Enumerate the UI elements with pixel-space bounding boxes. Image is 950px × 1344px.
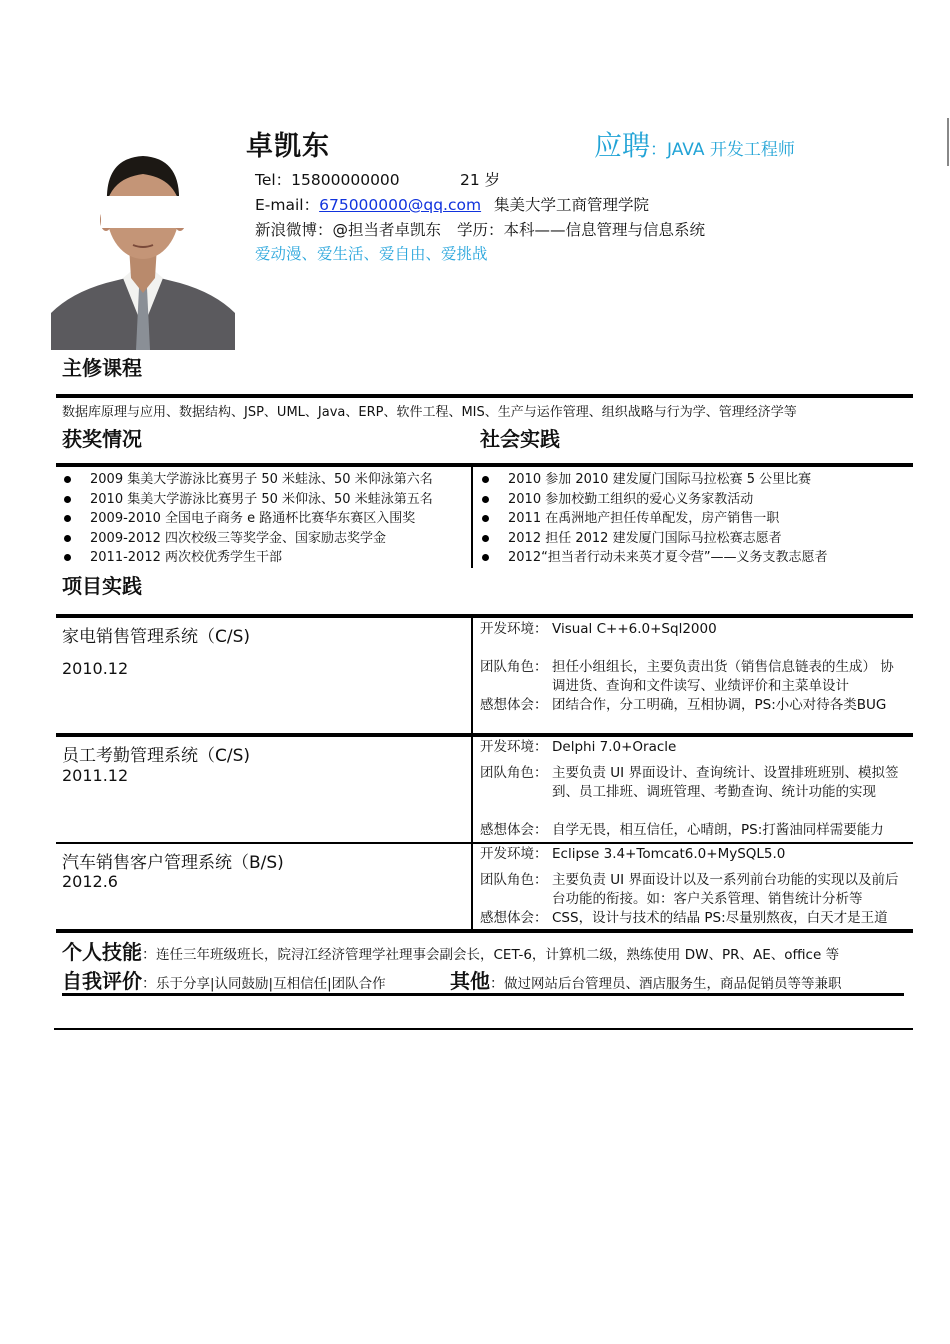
contact-line-weibo [255, 218, 706, 240]
section-title-skills: 个人技能 [62, 940, 142, 964]
divider [56, 842, 913, 844]
apply-label: 应聘 [594, 129, 651, 162]
contact-line-tel [255, 168, 501, 190]
project-env: 开发环境： Eclipse 3.4+Tomcat6.0+MySQL5.0 [480, 846, 786, 862]
divider [56, 929, 913, 933]
project-feeling: 感想体会： 团结合作，分工明确，互相协调，PS:小心对待各类BUG [480, 697, 887, 713]
bullet-icon [482, 476, 489, 483]
list-item: 2011 在禹洲地产担任传单配发，房产销售一职 [474, 509, 828, 529]
bullet-icon [64, 496, 71, 503]
age: 21 岁 [460, 171, 501, 189]
profile-photo [51, 128, 235, 350]
project-date: 2011.12 [62, 766, 129, 785]
project-name: 员工考勤管理系统（C/S) [62, 746, 251, 766]
project-env: 开发环境： Delphi 7.0+Oracle [480, 739, 677, 755]
bullet-icon [482, 554, 489, 561]
list-item: 2009 集美大学游泳比赛男子 50 米蛙泳、50 米仰泳第六名 [56, 470, 433, 490]
candidate-name: 卓凯东 [246, 131, 330, 162]
project-role: 团队角色： 主要负责 UI 界面设计、查询统计、设置排班班别、模拟签到、员工排班、调班管理、考勤查询、统计功能的实现 [480, 765, 899, 800]
bullet-icon [482, 515, 489, 522]
section-title-self-eval: 自我评价 [62, 969, 142, 993]
self-eval-content: 乐于分享|认同鼓励|互相信任|团队合作 [156, 976, 386, 992]
project-date: 2010.12 [62, 659, 129, 678]
job-objective [594, 124, 795, 164]
list-item: 2011-2012 两次校优秀学生干部 [56, 548, 433, 568]
project-env: 开发环境： Visual C++6.0+Sql2000 [480, 621, 717, 637]
section-title-courses: 主修课程 [62, 356, 142, 380]
school: 集美大学工商管理学院 [494, 196, 650, 214]
section-title-awards: 获奖情况 [62, 427, 142, 451]
divider [56, 733, 913, 737]
section-title-other: 其他 [450, 969, 490, 993]
bullet-icon [64, 554, 71, 561]
divider [56, 394, 913, 398]
email-label: E-mail： [255, 196, 320, 214]
list-item: 2012 担任 2012 建发厦门国际马拉松赛志愿者 [474, 529, 828, 549]
list-item: 2009-2012 四次校级三等奖学金、国家励志奖学金 [56, 529, 433, 549]
bullet-icon [482, 535, 489, 542]
bullet-icon [64, 515, 71, 522]
section-title-practice: 社会实践 [480, 427, 560, 451]
weibo: 新浪微博：@担当者卓凯东 [255, 221, 442, 239]
contact-line-email [255, 193, 649, 215]
bullet-icon [64, 535, 71, 542]
self-eval-line: 自我评价：乐于分享|认同鼓励|互相信任|团队合作 [62, 969, 386, 993]
project-role: 团队角色： 担任小组组长，主要负责出货（销售信息链表的生成） 协调进货、查询和文件读写、业绩评价和主菜单设计 [480, 659, 894, 694]
project-feeling: 感想体会： 自学无畏，相互信任，心晴朗，PS:打酱油同样需要能力 [480, 822, 884, 838]
list-item: 2010 参加校勤工组织的爱心义务家教活动 [474, 490, 828, 510]
list-item: 2012“担当者行动未来英才夏令营”——义务支教志愿者 [474, 548, 828, 568]
page-edge-mark [947, 118, 949, 166]
list-item: 2009-2010 全国电子商务 e 路通杯比赛华东赛区入围奖 [56, 509, 433, 529]
education: 学历：本科——信息管理与信息系统 [457, 221, 706, 239]
project-name: 家电销售管理系统（C/S) [62, 627, 251, 647]
list-item: 2010 参加 2010 建发厦门国际马拉松赛 5 公里比赛 [474, 470, 828, 490]
footer-rule [54, 1028, 913, 1030]
project-name: 汽车销售客户管理系统（B/S) [62, 853, 284, 873]
column-divider [471, 466, 473, 568]
list-item: 2010 集美大学游泳比赛男子 50 米仰泳、50 米蛙泳第五名 [56, 490, 433, 510]
other-line: 其他：做过网站后台管理员、酒店服务生，商品促销员等等兼职 [450, 969, 842, 993]
practice-list [474, 470, 828, 568]
other-content: 做过网站后台管理员、酒店服务生，商品促销员等等兼职 [504, 976, 842, 992]
tel: Tel：15800000000 [255, 171, 400, 189]
skills-content: 连任三年班级班长，院浔江经济管理学社理事会副会长，CET-6，计算机二级，熟练使用 DW、PR、AE、office 等 [156, 947, 840, 963]
divider [56, 463, 913, 467]
divider [62, 993, 904, 996]
hobbies: 爱动漫、爱生活、爱自由、爱挑战 [255, 245, 488, 263]
bullet-icon [64, 476, 71, 483]
project-feeling: 感想体会： CSS，设计与技术的结晶 PS:尽量别熬夜，白天才是王道 [480, 910, 888, 926]
email-link[interactable]: 675000000@qq.com [319, 196, 482, 214]
apply-position: ：JAVA 开发工程师 [650, 140, 795, 160]
section-title-projects: 项目实践 [62, 574, 142, 598]
awards-list [56, 470, 433, 568]
courses-content: 数据库原理与应用、数据结构、JSP、UML、Java、ERP、软件工程、MIS、生产与运作管理、组织战略与行为学、管理经济学等 [62, 405, 797, 420]
skills-line: 个人技能：连任三年班级班长，院浔江经济管理学社理事会副会长，CET-6，计算机二级，熟练使用 DW、PR、AE、office 等 [62, 940, 840, 964]
project-date: 2012.6 [62, 872, 118, 891]
divider [56, 614, 913, 618]
project-role: 团队角色： 主要负责 UI 界面设计以及一系列前台功能的实现以及前后台功能的衔接。如：客户关系管理、销售统计分析等 [480, 872, 899, 907]
bullet-icon [482, 496, 489, 503]
column-divider [471, 617, 473, 930]
